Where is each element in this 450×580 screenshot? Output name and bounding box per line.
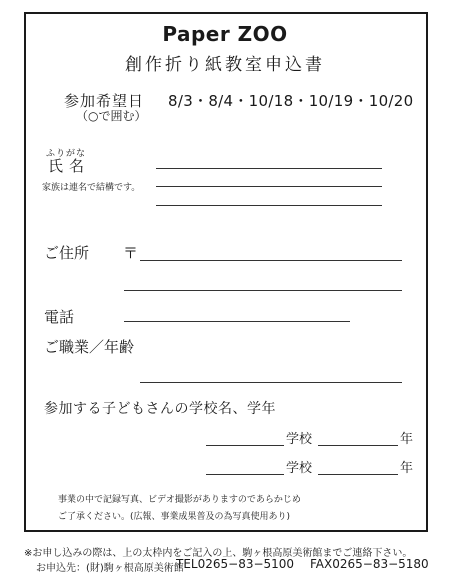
grade-field-line-1[interactable] (318, 445, 398, 446)
phone-label: 電話 (44, 308, 75, 326)
furigana-label: ふりがな (46, 149, 87, 159)
dates-options[interactable]: 8/3・8/4・10/18・10/19・10/20 (168, 92, 414, 110)
school-field-line-2[interactable] (206, 474, 284, 475)
contact-tel: TEL0265−83−5100 (176, 557, 295, 571)
photo-notice (58, 492, 301, 526)
contact-label: お申込先：(財)駒ヶ根高原美術館 (36, 563, 184, 574)
postal-mark: 〒 (123, 244, 139, 262)
name-label: 氏名 (48, 157, 91, 175)
form-subtitle: 創作折り紙教室申込書 (125, 55, 325, 75)
address-field-line-1[interactable] (140, 260, 402, 261)
name-field-line-3[interactable] (156, 205, 382, 206)
occupation-age-label: ご職業／年齢 (44, 338, 135, 356)
phone-field-line[interactable] (124, 321, 350, 322)
children-school-label: 参加する子どもさんの学校名、学年 (44, 401, 276, 417)
name-field-line-2[interactable] (156, 186, 382, 187)
occupation-age-field-line[interactable] (140, 382, 402, 383)
photo-notice-line-1: 事業の中で記録写真、ビデオ撮影がありますのであらかじめ (58, 495, 301, 505)
dates-note: （○で囲む） (76, 109, 147, 123)
name-field-line-1[interactable] (156, 168, 382, 169)
photo-notice-line-2: ご了承ください。(広報、事業成果普及の為写真使用あり) (58, 512, 291, 522)
grade-field-line-2[interactable] (318, 474, 398, 475)
school-word-1: 学校 (286, 432, 313, 447)
form-title: Paper ZOO (162, 22, 288, 46)
school-word-2: 学校 (286, 461, 313, 476)
dates-label: 参加希望日 (64, 92, 145, 110)
address-label: ご住所 (44, 244, 90, 262)
contact-fax: FAX0265−83−5180 (310, 557, 429, 571)
submission-footnote: ※お申し込みの際は、上の太枠内をご記入の上、駒ヶ根高原美術館までご連絡下さい。 (24, 548, 413, 559)
grade-word-1: 年 (400, 432, 414, 447)
family-note: 家族は連名で結構です。 (42, 183, 141, 193)
grade-word-2: 年 (400, 461, 414, 476)
school-field-line-1[interactable] (206, 445, 284, 446)
address-field-line-2[interactable] (124, 290, 402, 291)
